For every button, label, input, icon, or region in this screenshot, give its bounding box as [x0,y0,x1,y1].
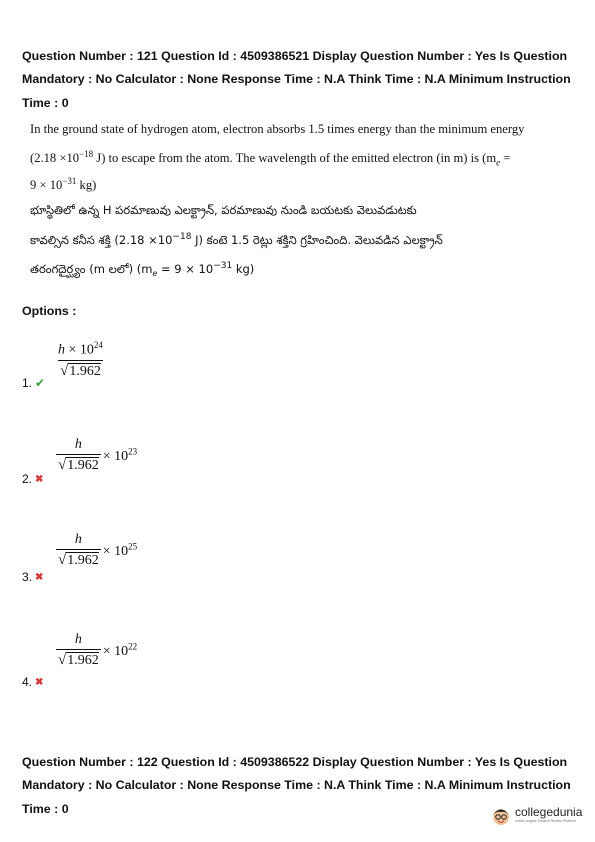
question-telugu-line-2: కావల్సిన కనీస శక్తి ($2.18 \times 10^{-18}$ J) కంటె 1.5 రెట్లు శక్తిని గ్రహించింది. వెలువడిన ఎలక్ట్రాన్ [30,232,443,247]
cross-icon: ✖ [35,676,44,688]
cross-icon: ✖ [35,473,44,485]
option-4-label: 4. ✖ [22,675,44,689]
question-telugu-line-1: భూస్థితిలో ఉన్న H పరమాణువు ఎలక్ట్రాన్, పరమాణువు నుండి బయటకు వెలువడుటకు [30,203,417,217]
question-121-meta: Question Number : 121 Question Id : 4509386521 Display Question Number : Yes Is Question Mandatory : No Calculator : None Response Time : N.A Think Time : N.A Minimum Instruction Time : 0 [22,49,571,110]
options-title: Options : [22,304,77,318]
question-english-line-1: In the ground state of hydrogen atom, electron absorbs 1.5 times energy than the minimum energy [30,122,525,136]
collegedunia-logo [490,800,590,830]
option-2-expression: h √ 1.962 × $10^{23}$ [58,437,138,473]
cross-icon: ✖ [35,571,44,583]
student-face-icon [490,804,512,826]
question-122-meta: Question Number : 122 Question Id : 4509386522 Display Question Number : Yes Is Question Mandatory : No Calculator : None Response Time : N.A Think Time : N.A Minimum Instruction Time : 0 [22,755,571,816]
logo-tagline: India's largest Student Review Platform [515,819,576,823]
question-telugu-line-3: తరంగదైర్ఘ్యం (m లలో) ($m_e = 9 \times 10^{-31}$ kg) [30,261,255,279]
question-english-line-2: ($2.18 \times 10^{-18}$ J) to escape from the atom. The wavelength of the emitted electron (in m) is ($m_e$ = [30,149,511,168]
option-3-expression: h √ 1.962 × $10^{25}$ [58,532,138,568]
option-2-label: 2. ✖ [22,472,44,486]
question-english-line-3: $9 \times 10^{-31}$ kg) [30,176,97,193]
checkmark-icon: ✔ [35,376,46,390]
option-1-expression: $h \times 10^{24}$ √ 1.962 [58,340,103,379]
option-3-label: 3. ✖ [22,570,44,584]
logo-wordmark: collegedunia [515,805,583,819]
option-4-expression: h √ 1.962 × $10^{22}$ [58,632,138,668]
option-1-label: 1. ✔ [22,376,46,390]
